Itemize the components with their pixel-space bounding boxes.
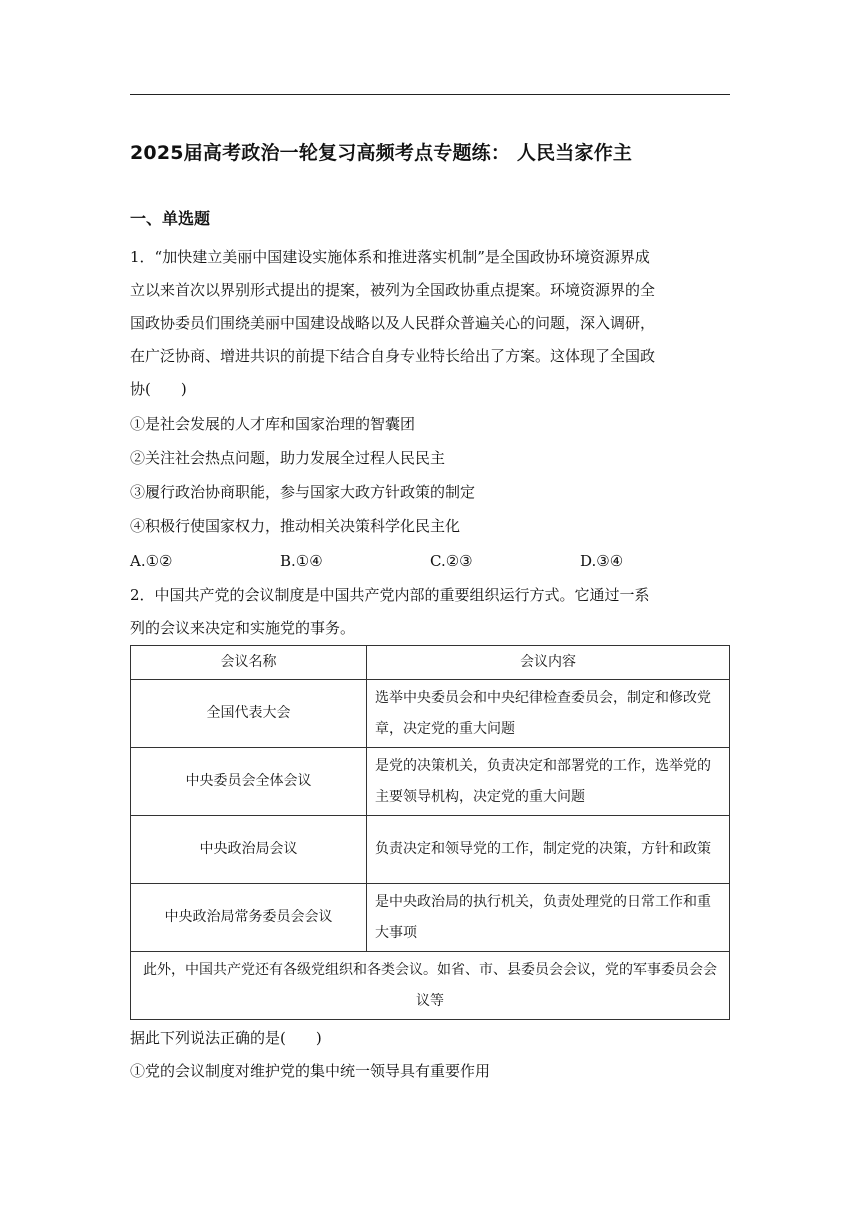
- table-row: [131, 748, 730, 816]
- meeting-name: 中央委员会全体会议: [131, 748, 367, 816]
- q1-statement: ④积极行使国家权力，推动相关决策科学化民主化: [130, 517, 461, 535]
- table-header-row: [131, 646, 730, 680]
- q1-stem-line: 立以来首次以界别形式提出的提案，被列为全国政协重点提案。环境资源界的全: [130, 281, 656, 299]
- q2-statement: ①党的会议制度对维护党的集中统一领导具有重要作用: [130, 1062, 491, 1080]
- q1-stem-line: 国政协委员们围绕美丽中国建设战略以及人民群众普遍关心的问题，深入调研，: [130, 314, 656, 332]
- table-header-content: 会议内容: [367, 646, 730, 680]
- option-b[interactable]: B.①④: [280, 552, 323, 570]
- meeting-table: [130, 645, 730, 1020]
- meeting-content: 负责决定和领导党的工作，制定党的决策，方针和政策: [367, 816, 730, 884]
- meeting-content: 是党的决策机关，负责决定和部署党的工作，选举党的主要领导机构，决定党的重大问题: [367, 748, 730, 816]
- meeting-name: 中央政治局会议: [131, 816, 367, 884]
- q1-stem-line: 在广泛协商、增进共识的前提下结合自身专业特长给出了方案。这体现了全国政: [130, 347, 656, 365]
- q1-statement: ③履行政治协商职能，参与国家大政方针政策的制定: [130, 483, 476, 501]
- table-row: [131, 680, 730, 748]
- meeting-content: 是中央政治局的执行机关，负责处理党的日常工作和重大事项: [367, 884, 730, 952]
- q2-stem-line: 列的会议来决定和实施党的事务。: [130, 619, 356, 637]
- meeting-name: 中央政治局常务委员会会议: [131, 884, 367, 952]
- section-heading: 一、单选题: [130, 209, 211, 228]
- q2-stem-line: 2．中国共产党的会议制度是中国共产党内部的重要组织运行方式。它通过一系: [130, 586, 650, 604]
- table-header-name: 会议名称: [131, 646, 367, 680]
- option-a[interactable]: A.①②: [130, 552, 173, 570]
- table-footer-row: [131, 952, 730, 1020]
- option-c[interactable]: C.②③: [430, 552, 473, 570]
- table-footer-note: 此外，中国共产党还有各级党组织和各类会议。如省、市、县委员会会议，党的军事委员会会议等: [131, 952, 730, 1020]
- q1-stem-line: 协( ): [130, 380, 187, 398]
- meeting-name: 全国代表大会: [131, 680, 367, 748]
- meeting-content: 选举中央委员会和中央纪律检查委员会，制定和修改党章，决定党的重大问题: [367, 680, 730, 748]
- table-row: [131, 816, 730, 884]
- document-title: 2025届高考政治一轮复习高频考点专题练： 人民当家作主: [130, 142, 633, 164]
- q1-options: [130, 545, 730, 578]
- q1-statement: ②关注社会热点问题，助力发展全过程人民民主: [130, 449, 446, 467]
- header-rule: [130, 94, 730, 95]
- q1-stem-line: 1．“加快建立美丽中国建设实施体系和推进落实机制”是全国政协环境资源界成: [130, 248, 650, 266]
- table-row: [131, 884, 730, 952]
- q2-question: 据此下列说法正确的是( ): [130, 1029, 322, 1047]
- q1-statement: ①是社会发展的人才库和国家治理的智囊团: [130, 415, 416, 433]
- option-d[interactable]: D.③④: [580, 552, 624, 570]
